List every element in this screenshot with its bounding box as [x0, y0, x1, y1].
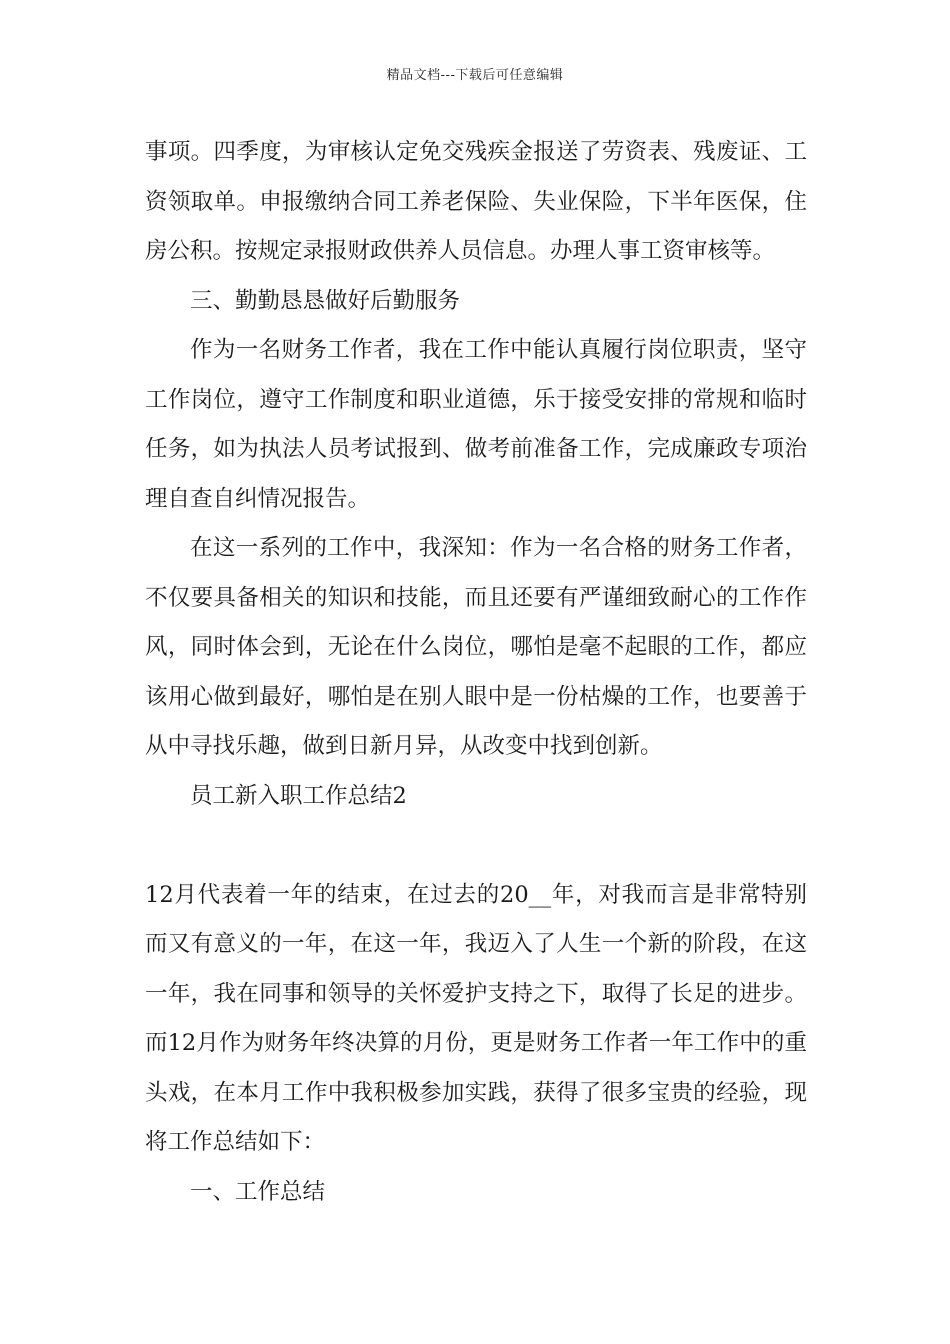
- section-heading-1: 一、工作总结: [190, 1178, 326, 1205]
- document-body: [145, 128, 807, 1217]
- page-header: 精品文档---下载后可任意编辑: [386, 68, 564, 83]
- section-heading-3: 三、勤勤恳恳做好后勤服务: [190, 287, 461, 314]
- document-title-2: 员工新入职工作总结2: [190, 782, 407, 809]
- paragraph-reflection: 在这一系列的工作中，我深知：作为一名合格的财务工作者，不仅要具备相关的知识和技能，而且还要有严谨细致耐心的工作作风，同时体会到，无论在什么岗位，哪怕是毫不起眼的工作，都应该用心做到最好，哪怕是在别人眼中是一份枯燥的工作，也要善于从中寻找乐趣，做到日新月异，从改变中找到创新。: [145, 535, 807, 759]
- paragraph-intro: 12月代表着一年的结束，在过去的20__年，对我而言是非常特别而又有意义的一年，在这一年，我迈入了人生一个新的阶段，在这一年，我在同事和领导的关怀爱护支持之下，取得了长足的进步。而12月作为财务年终决算的月份，更是财务工作者一年工作中的重头戏，在本月工作中我积极参加实践，获得了很多宝贵的经验，现将工作总结如下：: [145, 881, 807, 1155]
- paragraph-continuation: 事项。四季度，为审核认定免交残疾金报送了劳资表、残废证、工资领取单。申报缴纳合同工养老保险、失业保险，下半年医保，住房公积。按规定录报财政供养人员信息。办理人事工资审核等。: [145, 139, 807, 264]
- paragraph-duties: 作为一名财务工作者，我在工作中能认真履行岗位职责，坚守工作岗位，遵守工作制度和职业道德，乐于接受安排的常规和临时任务，如为执法人员考试报到、做考前准备工作，完成廉政专项治理自查自纠情况报告。: [145, 337, 807, 512]
